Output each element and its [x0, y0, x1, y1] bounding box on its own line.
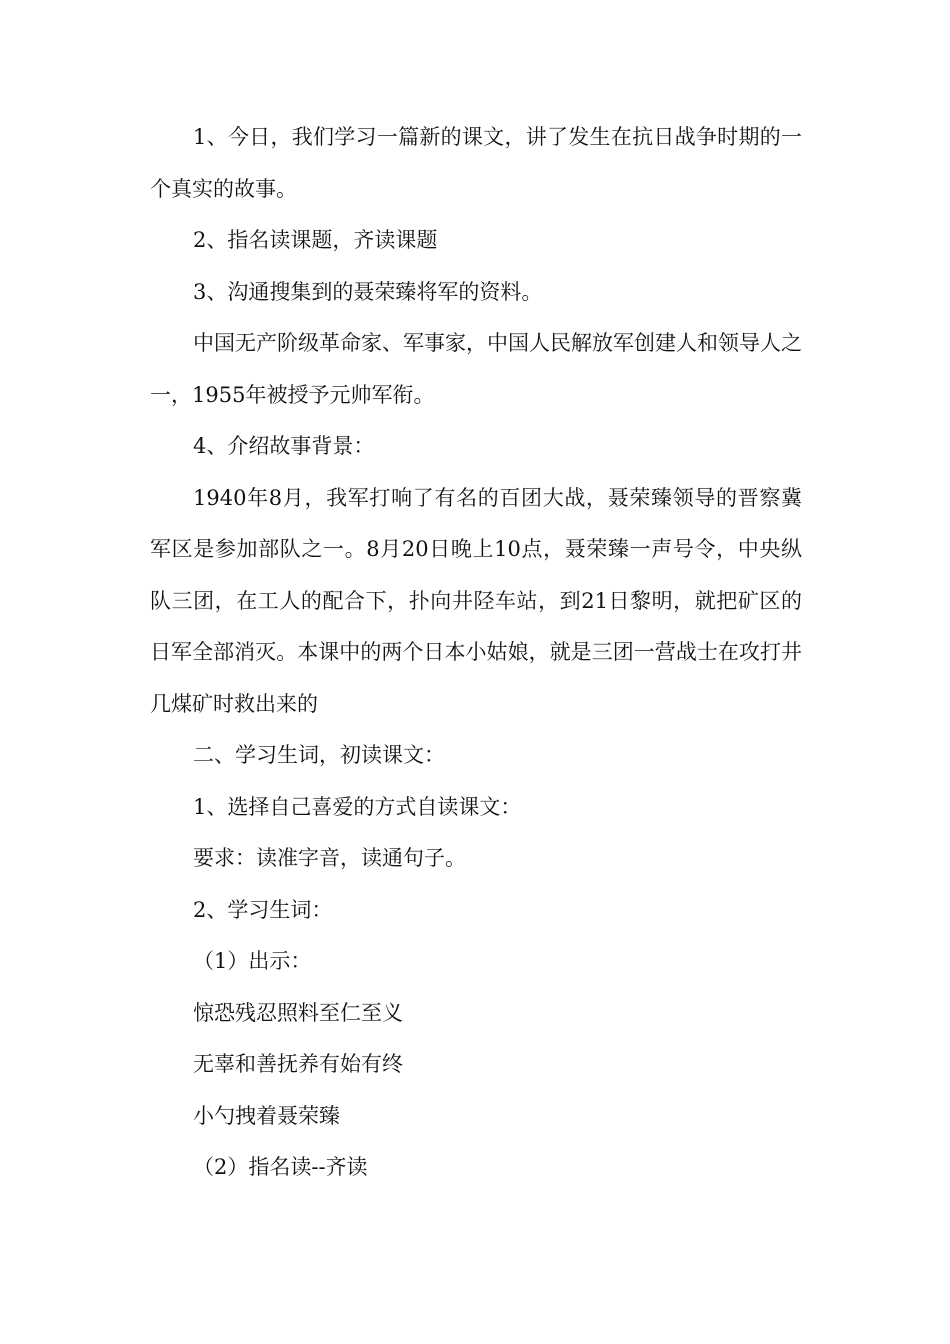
paragraph-intro: 1、今日，我们学习一篇新的课文，讲了发生在抗日战争时期的一个真实的故事。	[150, 125, 802, 201]
paragraph-learn-words: 2、学习生词：	[193, 897, 333, 922]
document-body	[150, 112, 802, 1194]
vocabulary-line-3: 小勺拽着聂荣臻	[193, 1103, 340, 1128]
vocabulary-line-2: 无辜和善抚养有始有终	[193, 1052, 403, 1076]
vocabulary-line-1: 惊恐残忍照料至仁至义	[193, 1000, 403, 1025]
paragraph-show: （1）出示：	[193, 949, 312, 973]
paragraph-story-background: 1940年8月，我军打响了有名的百团大战，聂荣臻领导的晋察冀军区是参加部队之一。8月20日晚上10点，聂荣臻一声号令，中央纵队三团，在工人的配合下，扑向井陉车站，到21日黎明，就把矿区的日军全部消灭。本课中的两个日本小姑娘，就是三团一营战士在攻打井几煤矿时救出来的	[150, 485, 802, 716]
paragraph-nie-rongzhen-bio: 中国无产阶级革命家、军事家，中国人民解放军创建人和领导人之一，1955年被授予元帅军衔。	[150, 331, 802, 407]
paragraph-requirements: 要求：读准字音，读通句子。	[193, 846, 466, 870]
paragraph-read-aloud: （2）指名读--齐读	[193, 1155, 368, 1179]
paragraph-share-materials: 3、沟通搜集到的聂荣臻将军的资料。	[193, 279, 543, 304]
section-heading-vocabulary: 二、学习生词，初读课文：	[193, 743, 445, 767]
paragraph-read-title: 2、指名读课题，齐读课题	[193, 228, 438, 252]
paragraph-story-background-heading: 4、介绍故事背景：	[193, 434, 375, 458]
paragraph-self-reading: 1、选择自己喜爱的方式自读课文：	[193, 794, 522, 819]
